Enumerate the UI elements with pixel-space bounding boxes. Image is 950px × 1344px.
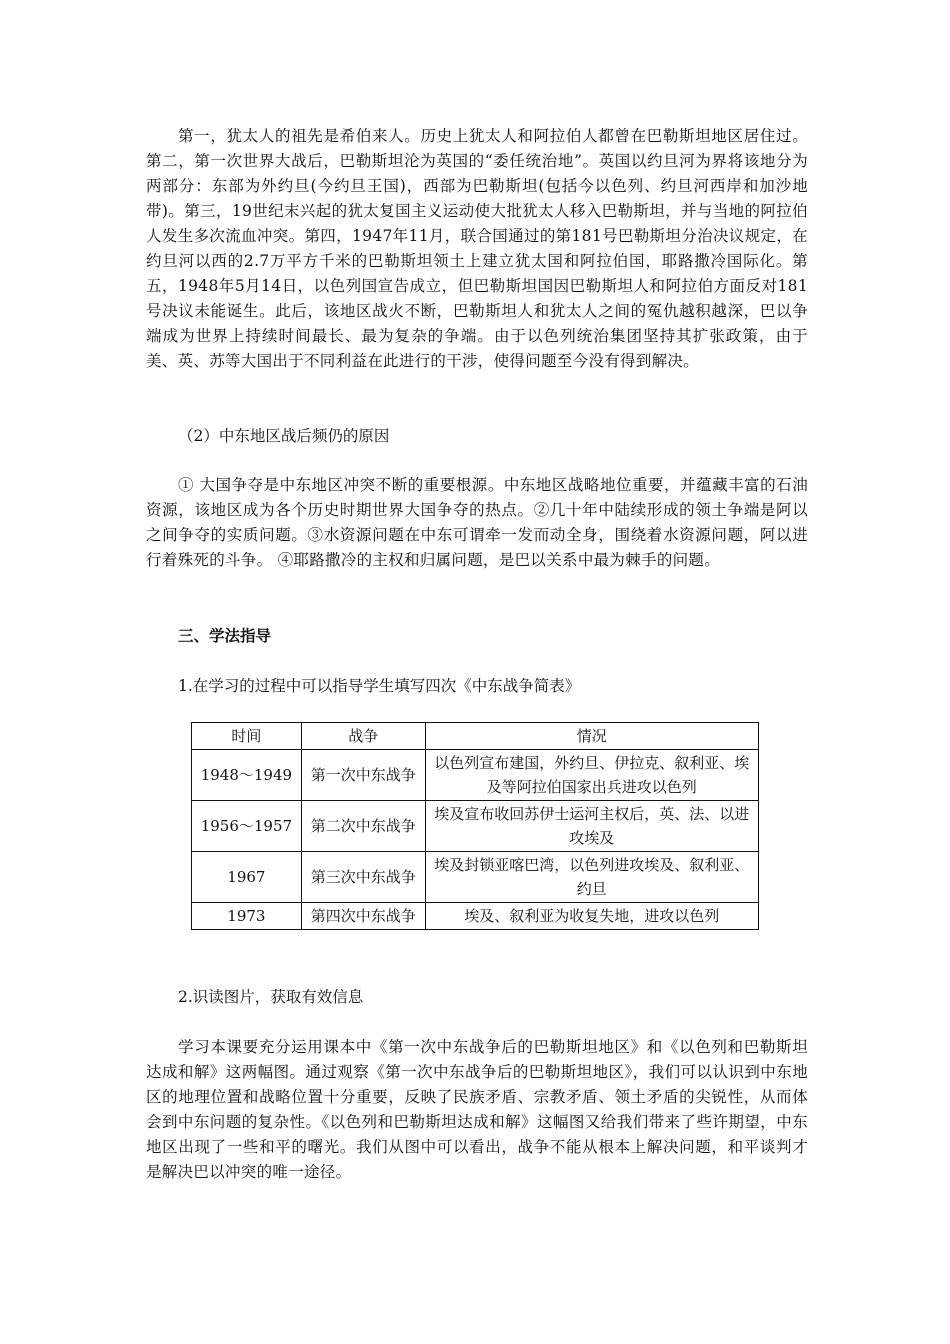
- cell-time: 1967: [192, 852, 302, 903]
- cell-situation: 埃及封锁亚喀巴湾，以色列进攻埃及、叙利亚、约旦: [425, 852, 758, 903]
- study-item-2: 2.识读图片，获取有效信息: [178, 988, 364, 1006]
- study-item-1: 1.在学习的过程中可以指导学生填写四次《中东战争简表》: [178, 677, 581, 695]
- cell-war: 第一次中东战争: [301, 750, 425, 801]
- section-heading-study-guide: 三、学法指导: [178, 626, 272, 645]
- cell-situation: 埃及、叙利亚为收复失地，进攻以色列: [425, 903, 758, 930]
- subheading-causes: （2）中东地区战后频仍的原因: [178, 427, 390, 445]
- table-row: [192, 852, 759, 903]
- paragraph-causes: ① 大国争夺是中东地区冲突不断的重要根源。中东地区战略地位重要，并蕴藏丰富的石油资源，该地区成为各个历史时期世界大国争夺的热点。②几十年中陆续形成的领土争端是阿以之间争夺的实质问题。③水资源问题在中东可谓牵一发而动全身，围绕着水资源问题，阿以进行着殊死的斗争。 ④耶路撒冷的主权和归属问题，是巴以关系中最为棘手的问题。: [146, 476, 808, 569]
- table-row: [192, 903, 759, 930]
- cell-time: 1973: [192, 903, 302, 930]
- cell-war: 第四次中东战争: [301, 903, 425, 930]
- cell-situation: 以色列宣布建国，外约旦、伊拉克、叙利亚、埃及等阿拉伯国家出兵进攻以色列: [425, 750, 758, 801]
- cell-war: 第二次中东战争: [301, 801, 425, 852]
- paragraph-historical-background: 第一，犹太人的祖先是希伯来人。历史上犹太人和阿拉伯人都曾在巴勒斯坦地区居住过。第二，第一次世界大战后，巴勒斯坦沦为英国的“委任统治地”。英国以约旦河为界将该地分为两部分：东部为外约旦(今约旦王国)，西部为巴勒斯坦(包括今以色列、约旦河西岸和加沙地带)。第三，19世纪末兴起的犹太复国主义运动使大批犹太人移入巴勒斯坦，并与当地的阿拉伯人发生多次流血冲突。第四，1947年11月，联合国通过的第181号巴勒斯坦分治决议规定，在约旦河以西的2.7万平方千米的巴勒斯坦领土上建立犹太国和阿拉伯国，耶路撒冷国际化。第五，1948年5月14日，以色列国宣告成立，但巴勒斯坦国因巴勒斯坦人和阿拉伯方面反对181号决议未能诞生。此后，该地区战火不断，巴勒斯坦人和犹太人之间的冤仇越积越深，巴以争端成为世界上持续时间最长、最为复杂的争端。由于以色列统治集团坚持其扩张政策，由于美、英、苏等大国出于不同利益在此进行的干涉，使得问题至今没有得到解决。: [146, 127, 808, 370]
- header-situation: 情况: [425, 723, 758, 750]
- middle-east-wars-table: [191, 722, 759, 930]
- header-war: 战争: [301, 723, 425, 750]
- table-row: [192, 801, 759, 852]
- cell-situation: 埃及宣布收回苏伊士运河主权后，英、法、以进攻埃及: [425, 801, 758, 852]
- table-header-row: [192, 723, 759, 750]
- paragraph-map-reading: 学习本课要充分运用课本中《第一次中东战争后的巴勒斯坦地区》和《以色列和巴勒斯坦达成和解》这两幅图。通过观察《第一次中东战争后的巴勒斯坦地区》，我们可以认识到中东地区的地理位置和战略位置十分重要，反映了民族矛盾、宗教矛盾、领土矛盾的尖锐性，从而体会到中东问题的复杂性。《以色列和巴勒斯坦达成和解》这幅图又给我们带来了些许期望，中东地区出现了一些和平的曙光。我们从图中可以看出，战争不能从根本上解决问题，和平谈判才是解决巴以冲突的唯一途径。: [146, 1038, 808, 1181]
- table-row: [192, 750, 759, 801]
- cell-time: 1956～1957: [192, 801, 302, 852]
- cell-war: 第三次中东战争: [301, 852, 425, 903]
- header-time: 时间: [192, 723, 302, 750]
- cell-time: 1948～1949: [192, 750, 302, 801]
